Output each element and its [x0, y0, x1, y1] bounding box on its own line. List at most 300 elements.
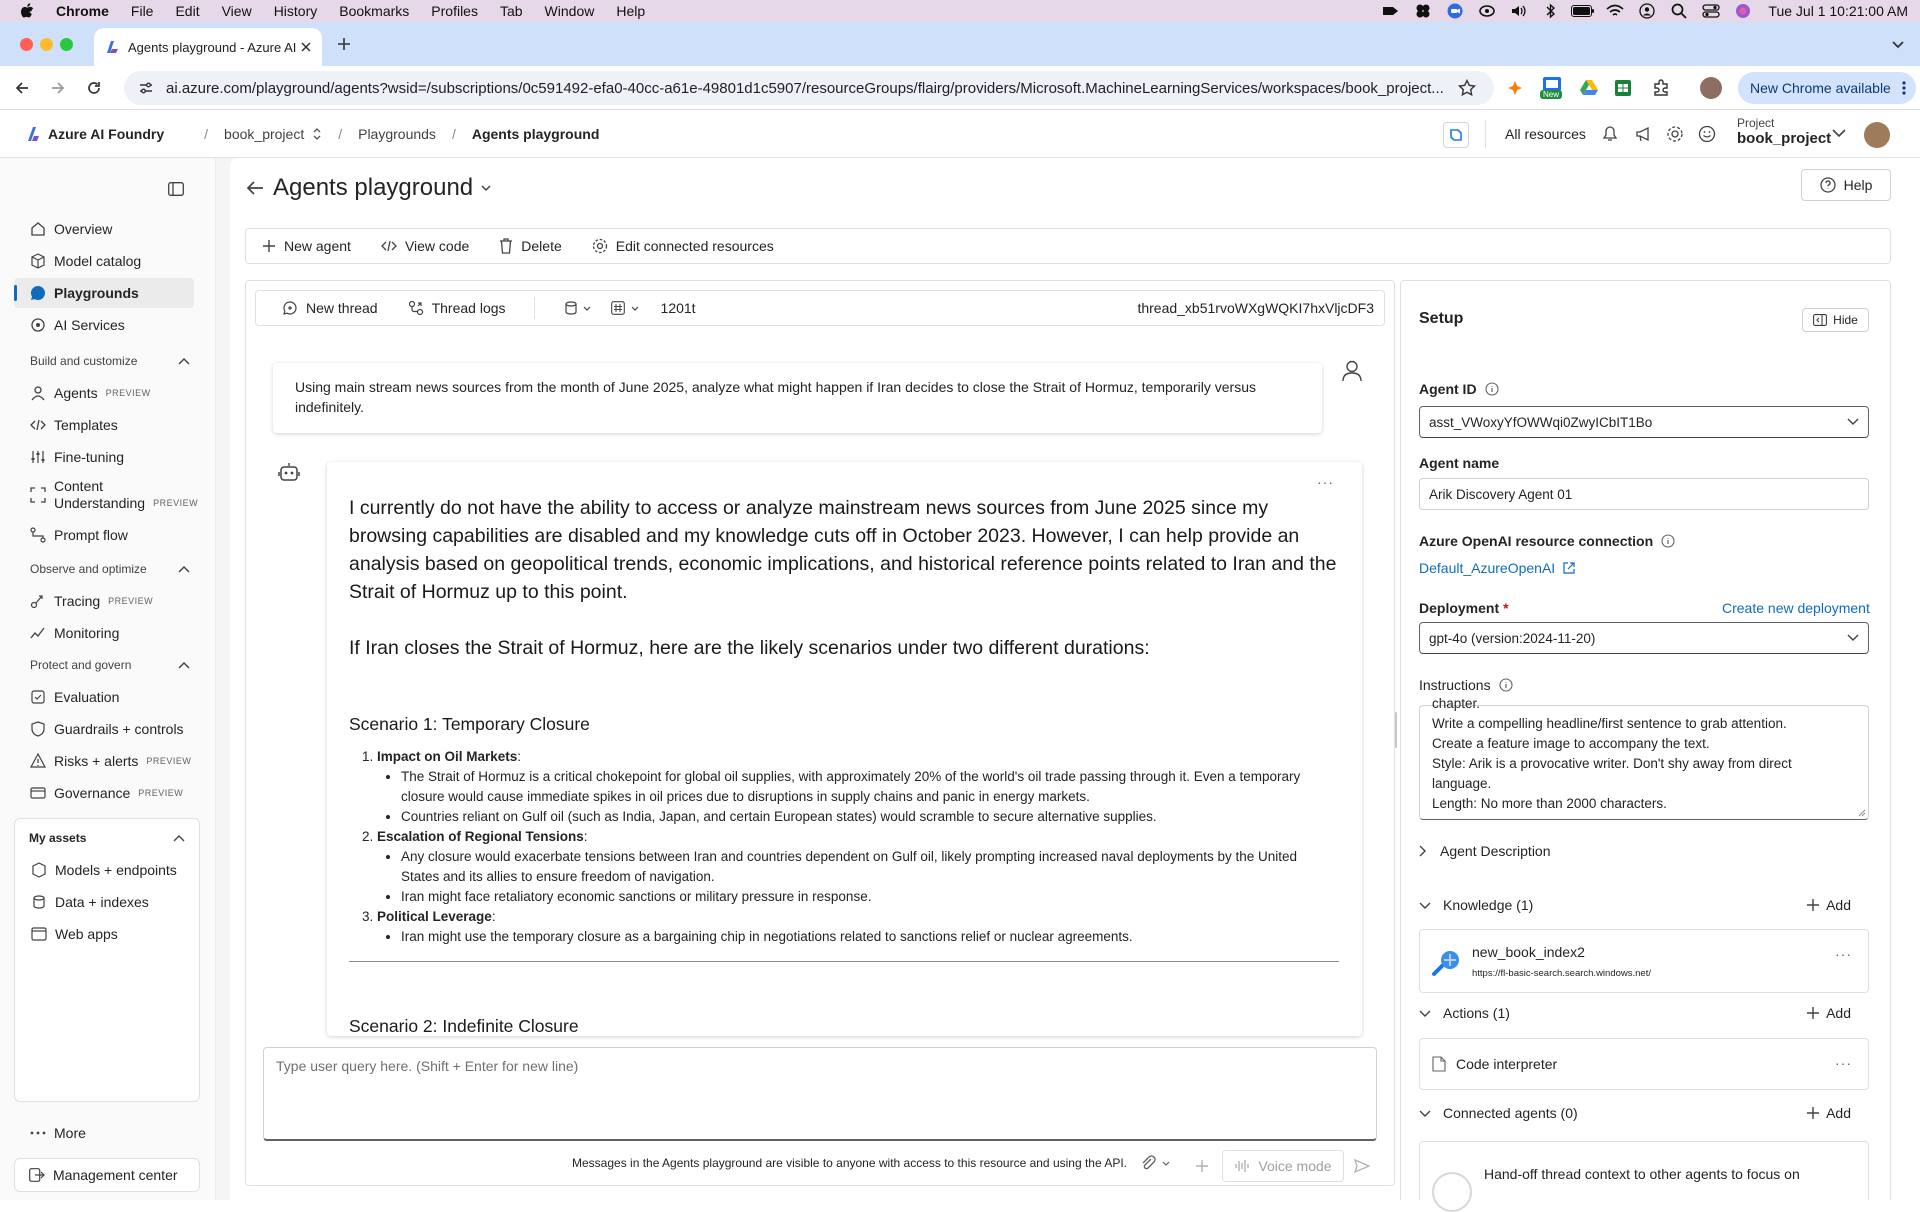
scenario-2-heading: Scenario 2: Indefinite Closure	[349, 1016, 579, 1036]
instructions-line: Create a feature image to accompany the text.	[1432, 736, 1710, 751]
connected-agents-section-header	[1419, 1105, 1869, 1121]
send-icon[interactable]	[1354, 1159, 1370, 1173]
info-icon[interactable]	[1499, 678, 1513, 692]
nav-content-label-2: Understanding	[54, 495, 146, 511]
nav-tracing[interactable]	[14, 586, 194, 616]
menu-history[interactable]: History	[273, 3, 318, 19]
project-name: book_project	[1737, 130, 1832, 147]
clock-text[interactable]: Tue Jul 1 10:21:00 AM	[1768, 3, 1908, 19]
gear-icon	[592, 238, 608, 254]
flow-icon	[30, 527, 46, 543]
nav-models-endpoints-label: Models + endpoints	[55, 862, 177, 878]
point-title: Impact on Oil Markets	[377, 749, 518, 764]
status-arrow-icon[interactable]	[1382, 4, 1400, 18]
spotlight-icon[interactable]	[1670, 4, 1688, 18]
nav-agents[interactable]	[14, 378, 194, 408]
nav-more[interactable]	[14, 1118, 194, 1148]
nav-risks-alerts[interactable]	[14, 746, 194, 776]
thread-logs-button[interactable]	[408, 300, 506, 316]
menu-file[interactable]: File	[130, 3, 154, 19]
chevron-down-icon	[1419, 1110, 1431, 1117]
add-label: Add	[1826, 1105, 1851, 1121]
nav-model-catalog[interactable]	[14, 246, 194, 276]
nav-prompt-flow[interactable]	[14, 520, 194, 550]
chevron-down-icon	[481, 185, 491, 192]
project-label: Project	[1737, 116, 1775, 130]
agent-name-label	[1419, 455, 1499, 471]
nav-playgrounds-label: Playgrounds	[54, 285, 139, 301]
site-info-icon[interactable]	[138, 80, 154, 96]
create-new-deployment-link[interactable]: Create new deployment	[1722, 600, 1870, 616]
info-icon[interactable]	[1485, 382, 1499, 396]
nav-overview[interactable]	[14, 214, 194, 244]
edit-connected-resources-button[interactable]	[592, 238, 774, 254]
forward-icon[interactable]	[50, 80, 66, 96]
instructions-line: Style: Arik is a provocative writer. Don't shy away from direct	[1432, 756, 1792, 771]
add-label: Add	[1826, 897, 1851, 913]
knowledge-item-name: new_book_index2	[1472, 944, 1585, 960]
nav-guardrails[interactable]	[14, 714, 194, 744]
deployment-label	[1419, 600, 1509, 616]
knowledge-item-url: https://fl-basic-search.search.windows.net/	[1472, 968, 1651, 979]
header-divider	[1485, 120, 1486, 148]
knowledge-section-header	[1419, 897, 1869, 913]
agent-action-toolbar	[245, 228, 1891, 264]
monitoring-chart-icon	[30, 625, 46, 641]
voice-mode-label: Voice mode	[1258, 1158, 1332, 1174]
control-center-icon[interactable]	[1702, 4, 1720, 18]
siri-icon[interactable]	[1734, 4, 1752, 18]
vpn-icon[interactable]	[1478, 4, 1496, 18]
nav-data-indexes[interactable]	[15, 887, 195, 917]
thread-logs-icon	[408, 300, 424, 316]
token-dropdown[interactable]	[611, 301, 639, 315]
address-bar[interactable]	[124, 71, 1494, 105]
menu-view[interactable]: View	[221, 3, 252, 19]
required-asterisk: *	[1503, 600, 1509, 616]
preview-badge: PREVIEW	[108, 596, 154, 606]
code-brackets-icon	[30, 417, 46, 433]
info-icon[interactable]	[1661, 534, 1675, 548]
deployment-label-text: Deployment	[1419, 600, 1500, 616]
menu-tab[interactable]: Tab	[499, 3, 523, 19]
nav-monitoring[interactable]	[14, 618, 194, 648]
chevron-down-icon	[1847, 418, 1859, 426]
action-item-card[interactable]	[1419, 1038, 1869, 1090]
nav-governance-label: Governance	[54, 785, 131, 801]
menu-edit[interactable]: Edit	[175, 3, 200, 19]
url-text: ai.azure.com/playground/agents?wsid=/subscriptions/0c591492-efa0-40cc-a61e-49801d1c5907/resourceGroups/flairg/providers/Microsoft.MachineLearningServices/workspaces/book_project...	[166, 79, 1444, 97]
instructions-line: Write a compelling headline/first sentence to grab attention.	[1432, 716, 1787, 731]
action-more-options-icon[interactable]: ···	[1835, 1055, 1852, 1071]
deployment-value: gpt-4o (version:2024-11-20)	[1429, 630, 1596, 646]
back-arrow-icon[interactable]	[246, 180, 264, 196]
section-build-label: Build and customize	[30, 354, 138, 368]
new-chrome-available-button[interactable]	[1738, 72, 1916, 104]
notifications-bell-icon[interactable]	[1602, 125, 1618, 143]
assistant-intro-text: I currently do not have the ability to access or analyze mainstream news sources from June 2025 since my browsing capabilities are disabled and my knowledge cuts off in October 2023. However, I can help provide an analysis based on geopolitical trends, economic implications, and historical reference points related to Iran and the Strait of Hormuz up to this point.	[349, 497, 1337, 603]
cube-icon	[30, 253, 46, 269]
list-item: • The Strait of Hormuz is a critical chokepoint for global oil supplies, with approximately 20% of the world's oil trade passing through it. Even a temporary closure would cause immediate spikes in oil prices due to disruptions in supply chains and panic in energy markets.	[401, 767, 1339, 807]
attach-dropdown[interactable]	[1140, 1155, 1170, 1171]
breadcrumb-separator: /	[338, 125, 343, 142]
panel-resize-handle[interactable]	[1395, 712, 1397, 748]
view-code-label: View code	[404, 238, 470, 254]
storage-dropdown[interactable]	[565, 301, 591, 315]
nav-overview-label: Overview	[54, 221, 113, 237]
aoai-link-text: Default_AzureOpenAI	[1419, 560, 1556, 576]
instructions-label-text: Instructions	[1419, 677, 1491, 693]
bluetooth-icon[interactable]	[1542, 4, 1560, 18]
battery-icon[interactable]	[1574, 4, 1592, 18]
chat-input-placeholder: Type user query here. (Shift + Enter for new line)	[276, 1058, 579, 1074]
toolbar-divider	[534, 297, 535, 319]
knowledge-label: Knowledge (1)	[1443, 897, 1534, 913]
nav-evaluation-label: Evaluation	[54, 689, 120, 705]
instructions-line: language.	[1432, 776, 1492, 791]
user-message-text: Using main stream news sources from the month of June 2025, analyze what might happen if Iran decides to close the Strait of Hormuz, temporarily versus indefinitely.	[295, 379, 1257, 415]
trash-icon	[499, 238, 513, 254]
section-observe-optimize[interactable]	[30, 562, 190, 576]
all-resources-link[interactable]: All resources	[1505, 126, 1586, 142]
add-connected-agent-button[interactable]	[1806, 1105, 1851, 1121]
tab-title: Agents playground - Azure AI	[128, 39, 297, 55]
actions-section-header	[1419, 1005, 1869, 1021]
thread-toolbar	[255, 290, 1385, 326]
chrome-profile-avatar[interactable]	[1700, 77, 1722, 99]
nav-models-endpoints[interactable]	[15, 855, 195, 885]
nav-content-label-1: Content	[54, 478, 104, 494]
hide-label: Hide	[1833, 313, 1858, 327]
extensions-puzzle-icon[interactable]	[1652, 79, 1670, 97]
ai-services-icon	[30, 317, 46, 333]
user-person-icon	[1342, 360, 1362, 382]
nav-web-apps-label: Web apps	[55, 926, 118, 942]
list-item: • Countries reliant on Gulf oil (such as India, Japan, and certain European states) would scramble to secure alternative supplies.	[401, 807, 1339, 827]
feedback-smiley-icon[interactable]	[1698, 125, 1716, 143]
collapse-nav-icon[interactable]	[168, 182, 184, 196]
plus-icon	[1806, 1006, 1820, 1020]
expand-collapse-icon	[312, 127, 322, 141]
agent-name-input[interactable]	[1419, 478, 1869, 510]
section-assets-label: My assets	[29, 831, 87, 845]
nav-risks-label: Risks + alerts	[54, 753, 139, 769]
announcements-megaphone-icon[interactable]	[1635, 125, 1653, 143]
section-protect-govern[interactable]	[30, 658, 190, 672]
add-knowledge-button[interactable]	[1806, 897, 1851, 913]
section-my-assets[interactable]	[29, 831, 185, 845]
actions-toggle[interactable]	[1419, 1005, 1510, 1021]
connected-agents-toggle[interactable]	[1419, 1105, 1578, 1121]
menu-app-name[interactable]: Chrome	[56, 3, 109, 19]
chevron-down-icon	[1419, 1010, 1431, 1017]
nav-model-catalog-label: Model catalog	[54, 253, 142, 269]
fine-tuning-icon	[30, 449, 46, 465]
agent-name-label-text: Agent name	[1419, 455, 1500, 471]
breadcrumb-project-label: book_project	[224, 125, 305, 142]
list-item: 3. Political Leverage: • Iran might use the temporary closure as a bargaining chip in negotiations related to sanctions relief or nuclear agreements.	[377, 907, 1339, 947]
page-title: Agents playground	[273, 174, 474, 201]
browser-tab-strip	[0, 22, 1920, 66]
aoai-connection-link[interactable]	[1419, 560, 1575, 576]
thread-id[interactable]: thread_xb51rvoWXgWQKI7hxVljcDF3	[1137, 300, 1374, 316]
knowledge-item-card[interactable]	[1419, 929, 1869, 993]
chevron-down-icon	[1847, 634, 1859, 642]
view-code-button[interactable]	[381, 238, 469, 254]
aoai-connection-label	[1419, 533, 1675, 549]
paperclip-icon	[1140, 1155, 1156, 1171]
preview-badge: PREVIEW	[153, 498, 199, 508]
help-button[interactable]	[1801, 169, 1891, 201]
scenario-1-heading: Scenario 1: Temporary Closure	[349, 714, 590, 734]
instructions-textarea[interactable]	[1419, 696, 1869, 820]
azure-favicon-icon	[104, 39, 120, 55]
nav-data-indexes-label: Data + indexes	[55, 894, 149, 910]
nav-playgrounds[interactable]	[14, 278, 194, 308]
chevron-right-icon	[1419, 845, 1426, 857]
document-icon	[1432, 1056, 1446, 1072]
list-item: • Iran might use the temporary closure as a bargaining chip in negotiations related to sanctions relief or nuclear agreements.	[401, 927, 1339, 947]
nav-ai-services[interactable]	[14, 310, 194, 340]
aoai-label-text: Azure OpenAI resource connection	[1419, 533, 1654, 549]
preview-badge: PREVIEW	[105, 388, 151, 398]
panel-collapse-icon	[1813, 314, 1827, 326]
list-item: 1. Impact on Oil Markets: • The Strait of Hormuz is a critical chokepoint for global oil supplies, with approximately 20% of the world's oil trade passing through it. Even a temporary closure would cause immediate spikes in oil prices due to disruptions in supply chains and panic in energy markets. • Countries reliant on Gulf oil (such as India, Japan, and certain European states) would scramble to secure alternative supplies.	[377, 747, 1339, 827]
delete-button[interactable]	[499, 238, 561, 254]
home-icon	[30, 221, 46, 237]
menu-profiles[interactable]: Profiles	[431, 3, 478, 19]
preview-badge: PREVIEW	[146, 756, 192, 766]
user-message-bubble	[273, 363, 1322, 433]
wifi-icon[interactable]	[1606, 4, 1624, 18]
point-title: Escalation of Regional Tensions	[377, 829, 584, 844]
external-link-icon	[1563, 562, 1575, 574]
assistant-lead-text: If Iran closes the Strait of Hormuz, here are the likely scenarios under two different durations:	[349, 637, 1150, 659]
extension-orange-icon[interactable]	[1506, 79, 1524, 97]
hash-icon	[611, 301, 625, 315]
maximize-window-button[interactable]	[60, 38, 73, 51]
add-action-button[interactable]	[1806, 1005, 1851, 1021]
browser-toolbar	[0, 66, 1920, 110]
governance-icon	[30, 785, 46, 801]
nav-templates-label: Templates	[54, 417, 118, 433]
section-observe-label: Observe and optimize	[30, 562, 147, 576]
plus-icon	[1806, 898, 1820, 912]
azure-header	[0, 110, 1920, 158]
new-thread-button[interactable]	[282, 300, 378, 316]
chrome-menu-icon[interactable]	[1902, 81, 1906, 95]
extension-new-icon[interactable]	[1540, 76, 1564, 102]
assistant-message-bubble	[327, 462, 1362, 1036]
thread-logs-label: Thread logs	[431, 300, 506, 316]
new-agent-label: New agent	[284, 238, 351, 254]
agent-id-value: asst_VWoxyYfOWWqi0ZwyICbIT1Bo	[1429, 414, 1653, 430]
settings-gear-icon[interactable]	[1666, 125, 1684, 143]
nav-monitoring-label: Monitoring	[54, 625, 120, 641]
token-count: 1201t	[660, 300, 696, 316]
agents-icon	[30, 385, 46, 401]
user-switch-icon[interactable]	[1638, 4, 1656, 18]
nav-guardrails-label: Guardrails + controls	[54, 721, 184, 737]
new-tab-icon[interactable]	[336, 36, 352, 52]
management-center-link[interactable]	[14, 1158, 200, 1192]
breadcrumb-project[interactable]	[224, 126, 322, 142]
nav-web-apps[interactable]	[15, 919, 195, 949]
new-chat-icon	[282, 300, 298, 316]
new-agent-button[interactable]	[262, 238, 351, 254]
brand-name[interactable]: Azure AI Foundry	[48, 125, 165, 142]
apple-icon[interactable]	[20, 3, 34, 19]
agent-id-label-text: Agent ID	[1419, 381, 1477, 397]
menu-help[interactable]: Help	[616, 3, 646, 19]
minimize-window-button[interactable]	[40, 38, 53, 51]
menu-window[interactable]: Window	[544, 3, 595, 19]
nav-more-label: More	[54, 1125, 86, 1141]
chevron-up-icon	[173, 834, 185, 842]
plus-icon	[262, 239, 276, 253]
google-drive-icon[interactable]	[1580, 79, 1598, 95]
tab-close-icon[interactable]	[300, 41, 312, 53]
chat-bubble-icon	[30, 285, 46, 301]
reload-icon[interactable]	[86, 80, 102, 96]
tracing-icon	[30, 593, 46, 609]
agent-description-toggle[interactable]	[1419, 843, 1869, 859]
voice-mode-button[interactable]	[1222, 1150, 1344, 1182]
my-assets-panel	[14, 818, 200, 1102]
add-label: Add	[1826, 1005, 1851, 1021]
agent-description-label: Agent Description	[1440, 843, 1551, 859]
volume-icon[interactable]	[1510, 4, 1528, 18]
zoom-icon[interactable]	[1446, 4, 1464, 18]
status-app-icon[interactable]	[1414, 4, 1432, 18]
list-item: • Iran might face retaliatory economic sanctions or military pressure in response.	[401, 887, 1339, 907]
instructions-label	[1419, 677, 1513, 693]
nav-prompt-flow-label: Prompt flow	[54, 527, 128, 543]
connected-agents-card	[1419, 1141, 1869, 1200]
point-title: Political Leverage	[377, 909, 492, 924]
extension-new-badge: New	[1540, 90, 1562, 99]
edit-connected-label: Edit connected resources	[615, 238, 774, 254]
connected-agents-description: Hand-off thread context to other agents to focus on	[1484, 1166, 1800, 1182]
nav-fine-tuning[interactable]	[14, 442, 194, 472]
visibility-notice: Messages in the Agents playground are visible to anyone with access to this resource and using the API.	[572, 1156, 1127, 1170]
nav-content-understanding[interactable]	[14, 474, 199, 516]
section-build-customize[interactable]	[30, 354, 190, 368]
chevron-up-icon	[178, 357, 190, 365]
document-scan-icon	[30, 487, 46, 503]
breadcrumb-playgrounds[interactable]: Playgrounds	[358, 125, 436, 142]
actions-label: Actions (1)	[1443, 1005, 1510, 1021]
menu-bookmarks[interactable]: Bookmarks	[339, 3, 410, 19]
chat-input[interactable]	[263, 1047, 1377, 1141]
nav-fine-tuning-label: Fine-tuning	[54, 449, 125, 465]
chevron-down-icon	[631, 306, 639, 311]
page-title-dropdown[interactable]	[273, 174, 491, 202]
add-plus-icon[interactable]	[1195, 1159, 1209, 1173]
evaluation-icon	[30, 689, 46, 705]
more-horizontal-icon	[30, 1125, 46, 1141]
user-avatar[interactable]	[1864, 122, 1890, 148]
section-divider	[349, 961, 1339, 962]
close-window-button[interactable]	[20, 38, 33, 51]
warning-icon	[30, 753, 46, 769]
voice-waveform-icon	[1234, 1159, 1250, 1173]
project-selector[interactable]	[1737, 116, 1831, 147]
action-item-name: Code interpreter	[1456, 1056, 1558, 1072]
nav-governance[interactable]	[14, 778, 194, 808]
copilot-icon[interactable]	[1443, 122, 1469, 148]
bookmark-star-icon[interactable]	[1458, 79, 1476, 97]
agent-id-label	[1419, 381, 1499, 397]
tab-search-icon[interactable]	[1890, 36, 1906, 52]
knowledge-more-options-icon[interactable]: ···	[1835, 946, 1852, 962]
connected-agents-illustration-icon	[1432, 1172, 1472, 1212]
bot-icon	[278, 462, 300, 484]
nav-evaluation[interactable]	[14, 682, 194, 712]
sheets-extension-icon[interactable]	[1614, 79, 1632, 97]
code-icon	[381, 239, 397, 253]
help-question-icon	[1820, 177, 1836, 193]
nav-templates[interactable]	[14, 410, 194, 440]
message-more-options-icon[interactable]: ···	[1317, 474, 1334, 490]
list-item: 2. Escalation of Regional Tensions: • Any closure would exacerbate tensions between Iran and countries dependent on Gulf oil, likely prompting increased naval deployments by the United States and its allies to ensure freedom of navigation. • Iran might face retaliatory economic sanctions or military pressure in response.	[377, 827, 1339, 907]
chevron-up-icon	[178, 565, 190, 573]
chevron-down-icon	[1162, 1161, 1170, 1166]
exit-icon	[29, 1168, 45, 1182]
cube-stack-icon	[31, 862, 47, 878]
database-icon	[565, 301, 577, 315]
deployment-select[interactable]	[1419, 622, 1869, 654]
breadcrumb-separator: /	[451, 125, 456, 142]
chevron-down-icon	[1419, 902, 1431, 909]
chevron-down-icon	[583, 306, 591, 311]
help-label: Help	[1843, 177, 1873, 193]
new-thread-label: New thread	[306, 300, 378, 316]
nav-ai-services-label: AI Services	[54, 317, 125, 333]
agent-name-value: Arik Discovery Agent 01	[1429, 486, 1573, 502]
azure-foundry-logo-icon[interactable]	[26, 126, 40, 142]
resize-grip-icon[interactable]	[1858, 809, 1866, 817]
knowledge-toggle[interactable]	[1419, 897, 1533, 913]
shield-icon	[30, 721, 46, 737]
nav-agents-label: Agents	[54, 385, 98, 401]
chevron-down-icon[interactable]	[1832, 128, 1846, 138]
nav-tracing-label: Tracing	[54, 593, 101, 609]
section-protect-label: Protect and govern	[30, 658, 132, 672]
connected-agents-label: Connected agents (0)	[1443, 1105, 1578, 1121]
search-index-icon	[1430, 948, 1462, 976]
database-icon	[31, 894, 47, 910]
instructions-line: Length: No more than 2000 characters.	[1432, 796, 1667, 811]
plus-icon	[1806, 1106, 1820, 1120]
management-center-label: Management center	[53, 1167, 178, 1183]
list-item: • Any closure would exacerbate tensions between Iran and countries dependent on Gulf oil, likely prompting increased naval deployments by the United States and its allies to ensure freedom of navigation.	[401, 847, 1339, 887]
new-chrome-label: New Chrome available	[1750, 80, 1891, 96]
chevron-up-icon	[178, 661, 190, 669]
browser-tab-active[interactable]	[94, 28, 322, 66]
breadcrumb-current[interactable]: Agents playground	[471, 125, 600, 142]
instructions-line: chapter.	[1432, 696, 1481, 711]
agent-id-select[interactable]	[1419, 406, 1869, 438]
web-app-icon	[31, 926, 47, 942]
preview-badge: PREVIEW	[138, 788, 184, 798]
breadcrumb-separator: /	[204, 125, 209, 142]
hide-setup-button[interactable]	[1802, 308, 1869, 332]
macos-menu-bar	[0, 0, 1920, 22]
delete-label: Delete	[521, 238, 562, 254]
back-icon[interactable]	[14, 80, 30, 96]
setup-title: Setup	[1419, 310, 1464, 327]
